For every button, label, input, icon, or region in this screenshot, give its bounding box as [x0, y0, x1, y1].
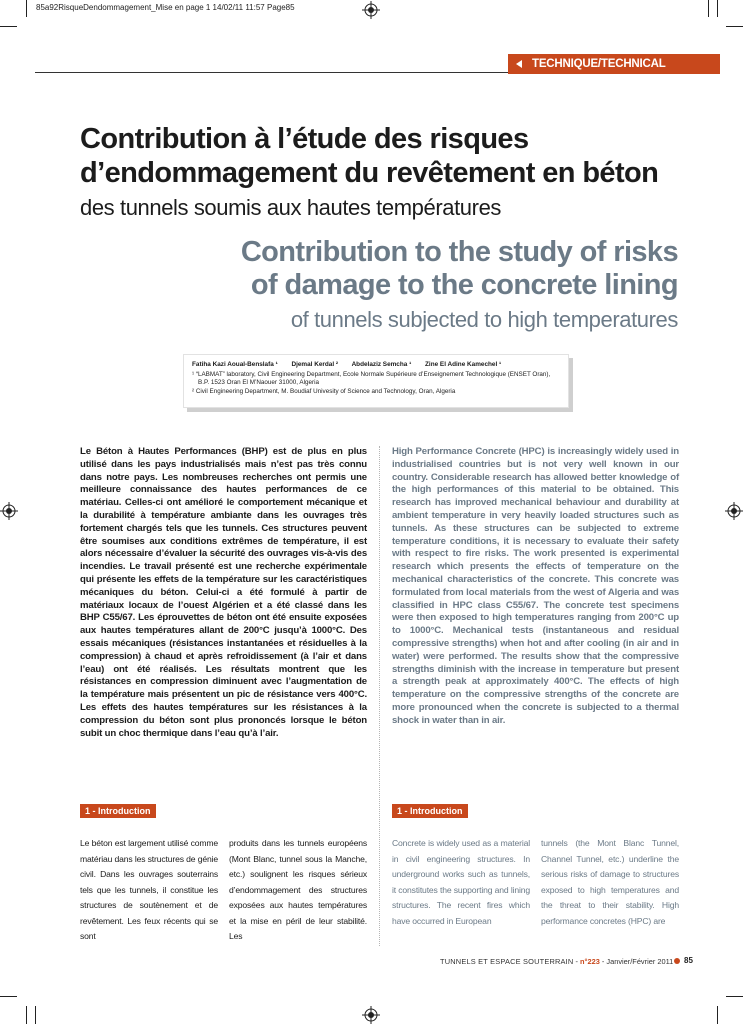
title-french-line: d’endommagement du revêtement en béton [80, 157, 659, 189]
title-french-line: Contribution à l’étude des risques [80, 123, 529, 155]
footer-separator: - [573, 957, 581, 966]
crop-mark [717, 1006, 718, 1024]
registration-mark-icon [725, 502, 743, 520]
crop-mark [717, 0, 718, 17]
column-divider [379, 446, 380, 946]
title-english-line: Contribution to the study of risks [240, 236, 678, 268]
author-name: Djemal Kerdal ² [291, 361, 339, 368]
subtitle-english: of tunnels subjected to high temperatures [290, 307, 678, 332]
issue-date: - Janvier/Février 2011 [599, 957, 674, 966]
registration-mark-icon [362, 1006, 380, 1024]
print-slug: 85a92RisqueDendommagement_Mise en page 1 14/02/11 11:57 Page85 [36, 3, 295, 12]
body-text-english-col1: Concrete is widely used as a material in civil engineering structures. In underground works such as tunnels, it constitutes the supporting and lining structures. The recent fires which have occurred in European [392, 838, 530, 926]
crop-mark [726, 996, 743, 997]
journal-name: TUNNELS ET ESPACE SOUTERRAIN [440, 957, 574, 966]
triangle-left-icon [516, 60, 522, 68]
crop-mark [708, 0, 709, 17]
crop-mark [26, 1006, 27, 1024]
body-text-french-col1: Le béton est largement utilisé comme matériau dans les structures de génie civil. Dans les ouvrages souterrains tels que les tunnels, il constitue les structures de soutènement et de revêtement. Les feux récents qui se sont [80, 838, 218, 941]
title-english-line: of damage to the concrete lining [250, 269, 678, 301]
affiliation-line: ² Civil Engineering Department, M. Boudiaf Univesity of Science and Technology, Oran, Algeria [192, 387, 456, 395]
author-name: Fatiha Kazi Aoual-Benslafa ¹ [192, 361, 278, 368]
registration-mark-icon [362, 1, 380, 19]
abstract-english: High Performance Concrete (HPC) is increasingly widely used in industrialised countries but is not very well known in our country. Considerable research has allowed better knowledge of the high performances of this material to be obtained. This research has improved mechanical behaviour and durability at ambient temperature in very heavily loaded structures such as tunnels. As these structures can be subjected to extreme temperature conditions, it is necessary to evaluate their safety with respect to fire risks. The work presented is experimental research which presents the effects of temperature on the mechanical characteristics of the concrete. This concrete was formulated from local materials from the west of Algeria and was classified in HPC class C55/67. The concrete test specimens were then exposed to high temperatures ranging from 200°C up to 1000°C. Mechanical tests (instantaneous and residual compressive strengths) when hot and after cooling (in air and in water) were performed. The results show that the compressive strengths diminish with the increase in temperature but present a strength peak at approximately 400°C. The effects of high temperature on the compressive strengths of the concrete are more pronounced when the concrete is subjected to a thermal shock in water than in air. [392, 446, 679, 726]
subtitle-french: des tunnels soumis aux hautes températures [80, 195, 501, 220]
page-number: 85 [684, 956, 693, 965]
intro-heading-french: 1 - Introduction [80, 804, 156, 818]
section-tag-label: TECHNIQUE/TECHNICAL [532, 58, 666, 70]
crop-mark [726, 26, 743, 27]
affiliations [192, 371, 560, 396]
author-list [192, 361, 560, 368]
intro-heading-english: 1 - Introduction [392, 804, 468, 818]
title-english [241, 236, 678, 302]
crop-mark [26, 0, 27, 17]
author-box [183, 354, 569, 408]
affiliation-line: B.P. 1523 Oran El M’Naouer 31000, Algeria [198, 379, 319, 387]
author-name: Zine El Adine Kamechel ¹ [425, 361, 502, 368]
issue-number: n°223 [580, 957, 600, 966]
body-text-french-col2: produits dans les tunnels européens (Mont Blanc, tunnel sous la Manche, etc.) soulignent les risques sérieux d’endommagement des structures exposées aux hautes températures et la mise en péril de leur stabilité. Les [229, 838, 367, 941]
bullet-icon [674, 958, 680, 964]
page-footer [440, 957, 673, 966]
title-french [80, 122, 700, 190]
section-tag [508, 54, 720, 74]
body-text-english-col2: tunnels (the Mont Blanc Tunnel, Channel Tunnel, etc.) underline the serious risks of damage to structures exposed to high temperatures and the threat to their stability. High performance concretes (HPC) are [541, 838, 679, 926]
crop-mark [0, 26, 17, 27]
author-name: Abdelaziz Semcha ¹ [351, 361, 412, 368]
registration-mark-icon [0, 502, 18, 520]
affiliation-line: ¹ “LABMAT” laboratory, Civil Engineering Department, Ecole Normale Supérieure d’Enseignement Technologique (ENSET Oran), [192, 371, 551, 378]
crop-mark [35, 1006, 36, 1024]
abstract-french: Le Béton à Hautes Performances (BHP) est de plus en plus utilisé dans les pays industrialisés mais n’est pas très connu dans notre pays. Les nombreuses recherches ont permis une meilleure connaissance des hautes performances de ce matériau. Celles-ci ont amélioré le comportement mécanique et la durabilité à température ambiante dans les ouvrages très fortement chargés tels que les tunnels. Ces structures peuvent être soumises aux conditions extrêmes de température, il est alors nécessaire d’évaluer la sécurité des ouvrages vis-à-vis des incendies. Le travail présenté est une recherche expérimentale qui présente les effets de la température sur les caractéristiques mécaniques du béton. Celui-ci a été formulé à partir de matériaux locaux de l’ouest Algérien et a été classé dans les BHP C55/67. Les éprouvettes de béton ont été ensuite exposées aux hautes températures allant de 200°C jusqu’à 1000°C. Des essais mécaniques (résistances instantanées et résiduelles à la compression) à chaud et après refroidissement (à l’air et dans l’eau) ont été réalisés. Les résultats montrent que les résistances en compression diminuent avec l’augmentation de la température mais présentent un pic de résistance vers 400°C. Les effets des hautes températures sur les résistances à la compression du béton sont plus prononcés lorsque le béton subit un choc thermique dans l’eau qu’à l’air. [80, 446, 367, 739]
crop-mark [0, 996, 17, 997]
